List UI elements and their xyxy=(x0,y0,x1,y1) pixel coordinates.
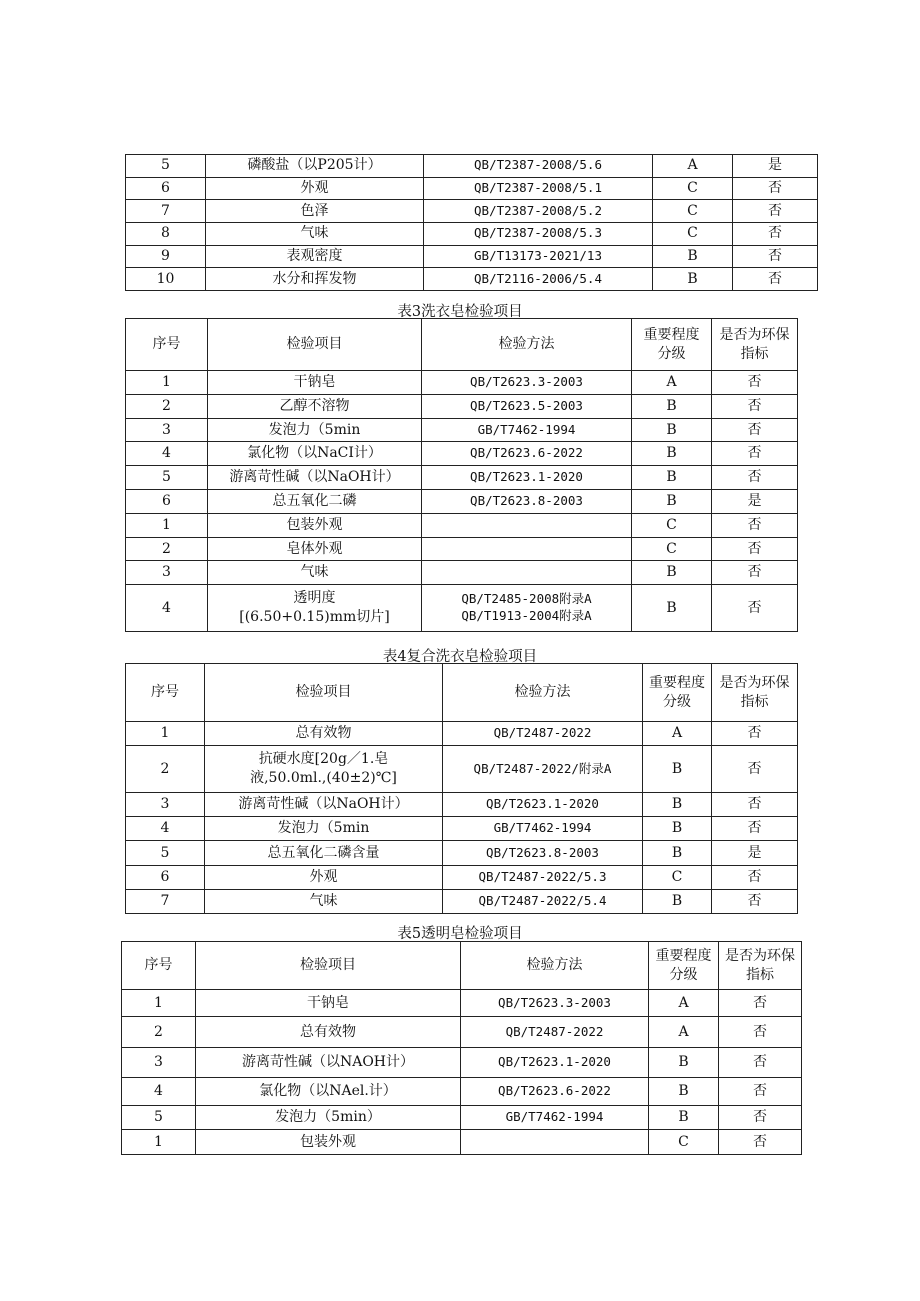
cell-eco: 是 xyxy=(712,489,798,513)
cell-item: 包装外观 xyxy=(196,1130,461,1155)
cell-method: QB/T2623.8-2003 xyxy=(422,489,632,513)
table-row xyxy=(126,489,798,513)
cell-item: 乙醇不溶物 xyxy=(208,394,422,418)
cell-index: 7 xyxy=(126,200,206,223)
table-row xyxy=(126,245,818,268)
cell-grade: A xyxy=(632,371,712,395)
header-method: 检验方法 xyxy=(461,942,649,990)
cell-method: QB/T2623.1-2020 xyxy=(461,1048,649,1078)
table-5-body xyxy=(122,990,802,1155)
table-2-continued xyxy=(125,154,818,291)
cell-eco: 是 xyxy=(712,841,798,865)
cell-item: 干钠皂 xyxy=(208,371,422,395)
table-4-body-b xyxy=(126,793,798,914)
cell-item: 游离苛性碱（以NaOH计） xyxy=(208,466,422,490)
header-item: 检验项目 xyxy=(196,942,461,990)
cell-eco: 否 xyxy=(712,865,798,889)
cell-grade: B xyxy=(649,1048,719,1078)
cell-grade: C xyxy=(632,513,712,537)
cell-item: 表观密度 xyxy=(206,245,424,268)
cell-item: 总有效物 xyxy=(205,722,443,746)
cell-grade: A xyxy=(653,155,733,178)
header-eco-line2: 指标 xyxy=(746,966,774,983)
table-row xyxy=(126,177,818,200)
cell-eco: 否 xyxy=(733,177,818,200)
table-row xyxy=(126,561,798,585)
cell-method: QB/T2623.1-2020 xyxy=(443,793,643,817)
cell-index: 3 xyxy=(126,418,208,442)
header-eco-line2: 指标 xyxy=(740,693,769,710)
cell-index: 5 xyxy=(122,1106,196,1130)
table-row xyxy=(122,1048,802,1078)
table-row xyxy=(126,585,798,632)
cell-index: 1 xyxy=(122,990,196,1017)
cell-index: 3 xyxy=(122,1048,196,1078)
cell-eco: 否 xyxy=(712,746,798,793)
header-method: 检验方法 xyxy=(422,319,632,371)
cell-item-line2: [(6.50+0.15)mm切片] xyxy=(239,609,390,626)
cell-eco: 否 xyxy=(719,1048,802,1078)
cell-method: QB/T2623.3-2003 xyxy=(422,371,632,395)
header-importance-line1: 重要程度 xyxy=(643,326,700,343)
header-importance xyxy=(643,664,712,722)
cell-index: 2 xyxy=(126,394,208,418)
header-eco-line1: 是否为环保 xyxy=(725,947,795,964)
header-method: 检验方法 xyxy=(443,664,643,722)
cell-eco: 否 xyxy=(712,817,798,841)
cell-item: 磷酸盐（以P205计） xyxy=(206,155,424,178)
cell-item: 外观 xyxy=(205,865,443,889)
cell-eco: 否 xyxy=(712,585,798,632)
table-row xyxy=(126,418,798,442)
cell-index: 4 xyxy=(126,585,208,632)
cell-item: 气味 xyxy=(206,223,424,246)
cell-item: 皂体外观 xyxy=(208,537,422,561)
cell-grade: C xyxy=(632,537,712,561)
header-importance-line2: 分级 xyxy=(669,966,698,983)
table-row xyxy=(126,889,798,913)
cell-index: 3 xyxy=(126,793,205,817)
table-row xyxy=(126,793,798,817)
table-row xyxy=(122,1078,802,1106)
cell-eco: 否 xyxy=(712,466,798,490)
table-row xyxy=(126,722,798,746)
cell-method: QB/T2623.3-2003 xyxy=(461,990,649,1017)
header-index: 序号 xyxy=(126,664,205,722)
cell-method: QB/T2487-2022/附录A xyxy=(443,746,643,793)
cell-method: QB/T2387-2008/5.2 xyxy=(424,200,653,223)
cell-item: 色泽 xyxy=(206,200,424,223)
table-row xyxy=(126,442,798,466)
table-4-caption: 表4复合洗衣皂检验项目 xyxy=(382,649,538,665)
cell-index: 1 xyxy=(122,1130,196,1155)
table-3 xyxy=(125,318,798,632)
cell-eco: 否 xyxy=(719,1017,802,1048)
cell-method-line1: QB/T2485-2008附录A xyxy=(461,591,592,607)
cell-grade: B xyxy=(643,841,712,865)
cell-index: 5 xyxy=(126,466,208,490)
table-row xyxy=(126,746,798,793)
header-importance-line1: 重要程度 xyxy=(649,674,705,691)
cell-grade: C xyxy=(643,865,712,889)
cell-eco: 否 xyxy=(712,513,798,537)
table-header-row xyxy=(126,664,798,722)
cell-item: 干钠皂 xyxy=(196,990,461,1017)
cell-method: QB/T2487-2022 xyxy=(443,722,643,746)
table-row xyxy=(126,371,798,395)
header-eco xyxy=(712,664,798,722)
header-importance xyxy=(632,319,712,371)
cell-eco: 否 xyxy=(712,889,798,913)
table-row xyxy=(126,537,798,561)
header-item: 检验项目 xyxy=(205,664,443,722)
cell-index: 4 xyxy=(126,442,208,466)
cell-eco: 否 xyxy=(712,722,798,746)
cell-eco: 否 xyxy=(733,223,818,246)
cell-method xyxy=(422,513,632,537)
cell-grade: A xyxy=(643,722,712,746)
table-header-row xyxy=(122,942,802,990)
cell-grade: B xyxy=(643,817,712,841)
table-row xyxy=(126,817,798,841)
cell-item xyxy=(205,746,443,793)
cell-eco: 否 xyxy=(712,537,798,561)
cell-item: 外观 xyxy=(206,177,424,200)
cell-method: QB/T2623.8-2003 xyxy=(443,841,643,865)
table-row xyxy=(126,200,818,223)
cell-item: 气味 xyxy=(208,561,422,585)
cell-index: 9 xyxy=(126,245,206,268)
table-3-caption: 表3洗衣皂检验项目 xyxy=(397,304,523,320)
table-row xyxy=(126,865,798,889)
cell-grade: B xyxy=(643,793,712,817)
header-importance-line2: 分级 xyxy=(657,345,686,362)
cell-grade: C xyxy=(649,1130,719,1155)
cell-index: 6 xyxy=(126,177,206,200)
header-index: 序号 xyxy=(126,319,208,371)
cell-eco: 否 xyxy=(733,268,818,291)
cell-index: 1 xyxy=(126,722,205,746)
cell-item: 发泡力（5min） xyxy=(196,1106,461,1130)
header-eco xyxy=(719,942,802,990)
header-eco-line1: 是否为环保 xyxy=(719,674,790,691)
header-importance-line2: 分级 xyxy=(663,693,691,710)
table-row xyxy=(126,841,798,865)
cell-index: 4 xyxy=(122,1078,196,1106)
cell-method: GB/T7462-1994 xyxy=(422,418,632,442)
cell-grade: B xyxy=(643,889,712,913)
cell-item-line2: 液,50.0ml.,(40±2)℃] xyxy=(250,770,397,786)
cell-grade: A xyxy=(649,1017,719,1048)
cell-method: QB/T2487-2022/5.3 xyxy=(443,865,643,889)
cell-grade: C xyxy=(653,223,733,246)
cell-item: 游离苛性碱（以NAOH计） xyxy=(196,1048,461,1078)
cell-method: QB/T2387-2008/5.6 xyxy=(424,155,653,178)
table-row xyxy=(126,223,818,246)
cell-grade: B xyxy=(632,561,712,585)
cell-grade: B xyxy=(653,245,733,268)
cell-eco: 否 xyxy=(712,442,798,466)
cell-item: 总有效物 xyxy=(196,1017,461,1048)
cell-eco: 否 xyxy=(719,990,802,1017)
cell-grade: C xyxy=(653,177,733,200)
table-row xyxy=(122,990,802,1017)
cell-method: QB/T2623.5-2003 xyxy=(422,394,632,418)
header-eco-line1: 是否为环保 xyxy=(719,326,790,343)
cell-eco: 是 xyxy=(733,155,818,178)
cell-eco: 否 xyxy=(733,200,818,223)
cell-index: 2 xyxy=(126,746,205,793)
cell-grade: B xyxy=(632,418,712,442)
cell-index: 8 xyxy=(126,223,206,246)
cell-item: 发泡力（5min xyxy=(205,817,443,841)
cell-method xyxy=(461,1130,649,1155)
cell-eco: 否 xyxy=(733,245,818,268)
cell-method: QB/T2387-2008/5.3 xyxy=(424,223,653,246)
table-row xyxy=(126,466,798,490)
cell-index: 2 xyxy=(122,1017,196,1048)
header-index: 序号 xyxy=(122,942,196,990)
cell-item: 氯化物（以NaCI计） xyxy=(208,442,422,466)
table-row xyxy=(126,513,798,537)
header-eco-line2: 指标 xyxy=(740,345,769,362)
header-eco xyxy=(712,319,798,371)
cell-grade: B xyxy=(632,466,712,490)
cell-eco: 否 xyxy=(712,418,798,442)
cell-grade: B xyxy=(649,1106,719,1130)
cell-method: QB/T2487-2022 xyxy=(461,1017,649,1048)
cell-item: 发泡力（5min xyxy=(208,418,422,442)
cell-item: 包装外观 xyxy=(208,513,422,537)
cell-item: 水分和挥发物 xyxy=(206,268,424,291)
cell-index: 3 xyxy=(126,561,208,585)
table-row xyxy=(122,1130,802,1155)
cell-item xyxy=(208,585,422,632)
cell-index: 10 xyxy=(126,268,206,291)
cell-index: 6 xyxy=(126,865,205,889)
cell-index: 5 xyxy=(126,155,206,178)
table-4 xyxy=(125,663,798,914)
cell-grade: C xyxy=(653,200,733,223)
cell-grade: B xyxy=(649,1078,719,1106)
table-row xyxy=(122,1017,802,1048)
cell-method: QB/T2623.6-2022 xyxy=(422,442,632,466)
cell-item: 氯化物（以NAel.计） xyxy=(196,1078,461,1106)
cell-method: QB/T2623.1-2020 xyxy=(422,466,632,490)
cell-method xyxy=(422,585,632,632)
cell-eco: 否 xyxy=(712,371,798,395)
table-row xyxy=(126,268,818,291)
cell-grade: B xyxy=(632,394,712,418)
cell-method xyxy=(422,537,632,561)
cell-grade: B xyxy=(632,442,712,466)
cell-index: 4 xyxy=(126,817,205,841)
cell-eco: 否 xyxy=(712,793,798,817)
cell-eco: 否 xyxy=(719,1130,802,1155)
cell-method: QB/T2116-2006/5.4 xyxy=(424,268,653,291)
cell-index: 1 xyxy=(126,371,208,395)
cell-index: 2 xyxy=(126,537,208,561)
header-importance xyxy=(649,942,719,990)
table-2-body xyxy=(126,155,818,291)
header-importance-line1: 重要程度 xyxy=(655,947,712,964)
cell-grade: B xyxy=(632,585,712,632)
cell-method: QB/T2387-2008/5.1 xyxy=(424,177,653,200)
cell-method: GB/T7462-1994 xyxy=(443,817,643,841)
cell-eco: 否 xyxy=(719,1106,802,1130)
table-row xyxy=(126,155,818,178)
table-row xyxy=(126,394,798,418)
header-item: 检验项目 xyxy=(208,319,422,371)
cell-index: 5 xyxy=(126,841,205,865)
cell-method xyxy=(422,561,632,585)
table-5-caption: 表5透明皂检验项目 xyxy=(397,926,523,942)
cell-index: 1 xyxy=(126,513,208,537)
cell-eco: 否 xyxy=(712,394,798,418)
cell-grade: A xyxy=(649,990,719,1017)
cell-method: GB/T7462-1994 xyxy=(461,1106,649,1130)
table-5 xyxy=(121,941,802,1155)
cell-method: QB/T2623.6-2022 xyxy=(461,1078,649,1106)
table-header-row xyxy=(126,319,798,371)
cell-item-line1: 透明度 xyxy=(293,590,336,607)
cell-grade: B xyxy=(632,489,712,513)
table-4-body-a xyxy=(126,722,798,746)
table-3-body xyxy=(126,371,798,585)
cell-item: 游离苛性碱（以NaOH计） xyxy=(205,793,443,817)
cell-item: 气味 xyxy=(205,889,443,913)
cell-index: 7 xyxy=(126,889,205,913)
cell-grade: B xyxy=(653,268,733,291)
cell-method: GB/T13173-2021/13 xyxy=(424,245,653,268)
cell-index: 6 xyxy=(126,489,208,513)
cell-method-line2: QB/T1913-2004附录A xyxy=(461,608,592,624)
cell-method: QB/T2487-2022/5.4 xyxy=(443,889,643,913)
cell-item: 总五氧化二磷含量 xyxy=(205,841,443,865)
cell-item: 总五氧化二磷 xyxy=(208,489,422,513)
cell-grade: B xyxy=(643,746,712,793)
cell-eco: 否 xyxy=(712,561,798,585)
table-row xyxy=(122,1106,802,1130)
cell-item-line1: 抗硬水度[20g／1.皂 xyxy=(258,751,389,768)
cell-eco: 否 xyxy=(719,1078,802,1106)
